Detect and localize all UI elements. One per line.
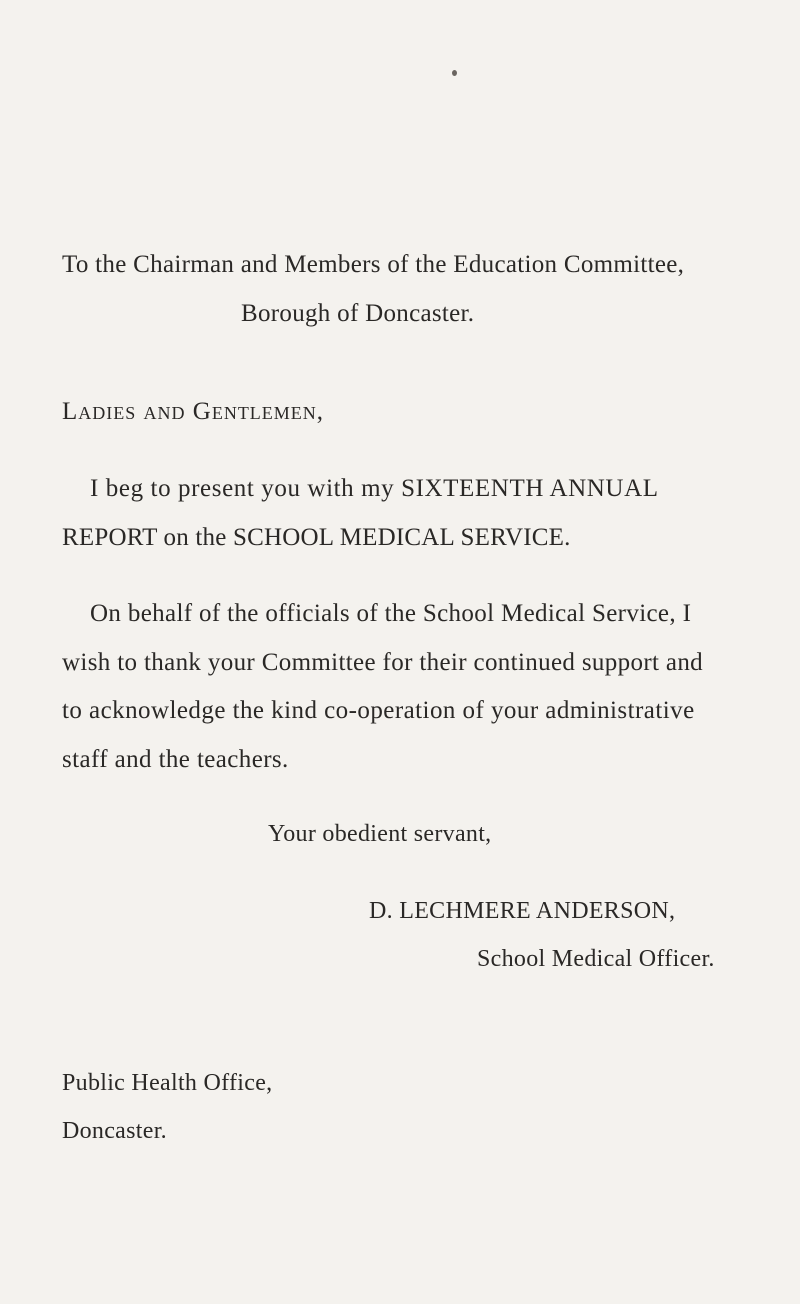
closing-line: Your obedient servant,	[268, 821, 492, 847]
paragraph-2-line-3: to acknowledge the kind co-operation of your administrative	[62, 697, 695, 724]
paragraph-1-line-1: I beg to present you with my SIXTEENTH ANNUAL	[90, 475, 659, 502]
office-line-1: Public Health Office,	[62, 1070, 273, 1096]
signature-title: School Medical Officer.	[477, 946, 715, 972]
paragraph-2-line-2: wish to thank your Committee for their continued support and	[62, 649, 704, 676]
paragraph-2-line-1: On behalf of the officials of the School Medical Service, I	[90, 600, 692, 627]
paragraph-1-line-2: REPORT on the SCHOOL MEDICAL SERVICE.	[62, 524, 571, 551]
salutation: Ladies and Gentlemen,	[62, 398, 325, 425]
addressee-line-1: To the Chairman and Members of the Education Committee,	[62, 251, 685, 278]
office-line-2: Doncaster.	[62, 1118, 167, 1144]
addressee-line-2: Borough of Doncaster.	[241, 300, 475, 327]
ink-speck	[452, 70, 457, 76]
paragraph-2-line-4: staff and the teachers.	[62, 746, 289, 773]
signature-name: D. LECHMERE ANDERSON,	[369, 898, 676, 924]
